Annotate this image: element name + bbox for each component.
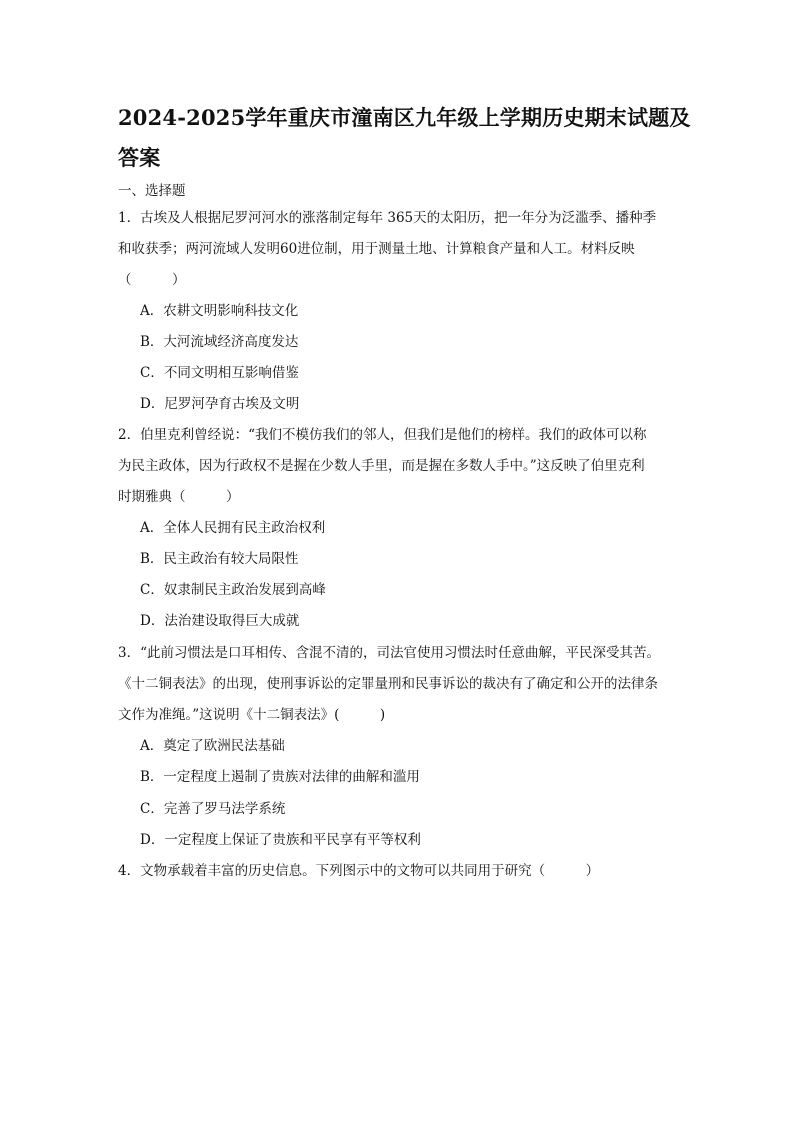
question-1-option-d: D．尼罗河孕育古埃及文明 xyxy=(140,396,300,412)
question-1-option-b: B．大河流域经济高度发达 xyxy=(140,334,299,350)
question-1-stem-line-1: 1．古埃及人根据尼罗河河水的涨落制定每年 365天的太阳历，把一年分为泛滥季、播种季 xyxy=(118,210,657,226)
question-1-stem-line-2: 和收获季；两河流域人发明60进位制，用于测量土地、计算粮食产量和人工。材料反映 xyxy=(118,241,635,257)
question-1-option-c: C．不同文明相互影响借鉴 xyxy=(140,365,299,381)
question-4-stem-line-1: 4．文物承载着丰富的历史信息。下列图示中的文物可以共同用于研究（ ） xyxy=(118,863,600,879)
document-title-line-1: 2024-2025学年重庆市潼南区九年级上学期历史期末试题及 xyxy=(118,105,691,130)
question-2-option-a: A．全体人民拥有民主政治权利 xyxy=(140,520,326,536)
question-2-option-c: C．奴隶制民主政治发展到高峰 xyxy=(140,582,326,598)
question-3-option-b: B．一定程度上遏制了贵族对法律的曲解和滥用 xyxy=(140,769,420,785)
question-3-stem-line-3: 文作为准绳。”这说明《十二铜表法》( ) xyxy=(118,707,386,723)
question-2-stem-line-3: 时期雅典（ ） xyxy=(118,489,240,505)
question-3-stem-line-1: 3．“此前习惯法是口耳相传、含混不清的，司法官使用习惯法时任意曲解，平民深受其苦。 xyxy=(118,645,660,661)
question-2-stem-line-1: 2．伯里克利曾经说：“我们不模仿我们的邻人，但我们是他们的榜样。我们的政体可以称 xyxy=(118,427,647,443)
question-1-option-a: A．农耕文明影响科技文化 xyxy=(140,303,299,319)
question-3-option-c: C．完善了罗马法学系统 xyxy=(140,801,286,817)
section-heading: 一、选择题 xyxy=(118,183,186,199)
question-3-stem-line-2: 《十二铜表法》的出现，使刑事诉讼的定罪量刑和民事诉讼的裁决有了确定和公开的法律条 xyxy=(118,676,658,692)
document-title-line-2: 答案 xyxy=(118,145,161,170)
question-3-option-a: A．奠定了欧洲民法基础 xyxy=(140,738,285,754)
question-3-option-d: D．一定程度上保证了贵族和平民享有平等权利 xyxy=(140,832,421,848)
question-1-answer-blank: （ ） xyxy=(118,272,186,288)
question-2-option-d: D．法治建设取得巨大成就 xyxy=(140,613,300,629)
question-2-option-b: B．民主政治有较大局限性 xyxy=(140,551,299,567)
question-2-stem-line-2: 为民主政体，因为行政权不是握在少数人手里，而是握在多数人手中。”这反映了伯里克利 xyxy=(118,458,645,474)
